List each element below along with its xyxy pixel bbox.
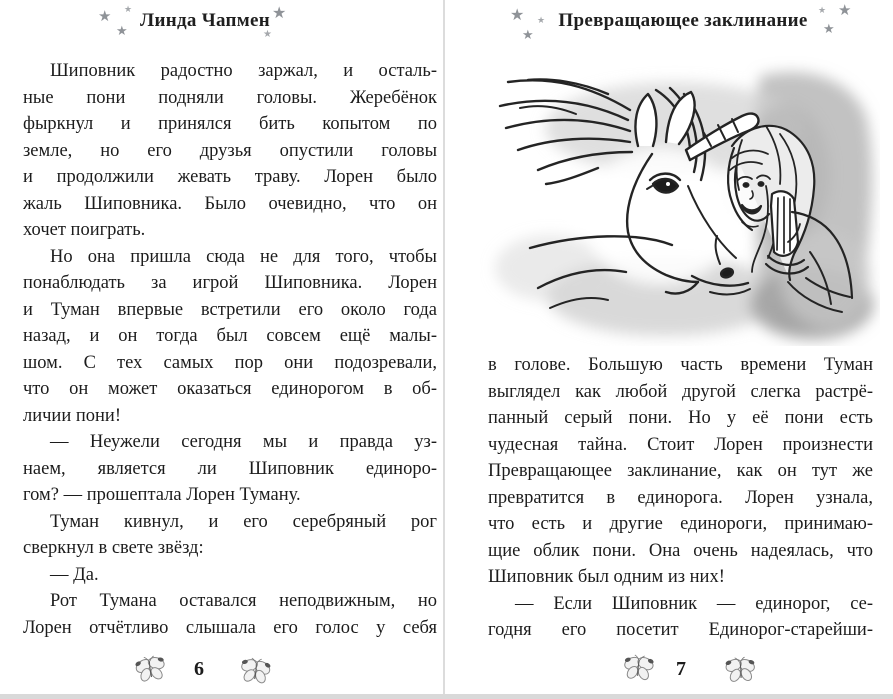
text-line: выглядел как любой другой слегка растрё- bbox=[488, 381, 873, 402]
star-icon: ★ bbox=[510, 7, 525, 24]
star-icon: ★ bbox=[818, 5, 827, 15]
text-line: жаль Шиповника. Было очевидно, что он bbox=[23, 193, 437, 214]
text-line: Лорен отчётливо слышала его голос у себя bbox=[23, 617, 437, 638]
text-line: Превращающее заклинание, как он тут же bbox=[488, 461, 873, 481]
text-line: в голове. Большую часть времени Туман bbox=[488, 355, 873, 375]
star-icon: ★ bbox=[272, 5, 287, 22]
left-page-number: 6 bbox=[194, 658, 204, 680]
text-line: наем, является ли Шиповник единоро- bbox=[23, 458, 437, 479]
text-line: назад, и он тогда был совсем ещё малы- bbox=[23, 326, 437, 346]
star-icon: ★ bbox=[522, 27, 534, 42]
text-line: хочет поиграть. bbox=[23, 220, 146, 240]
text-line: гом? — прошептала Лорен Туману. bbox=[23, 485, 301, 505]
right-running-head-title: Превращающее заклинание bbox=[558, 10, 808, 31]
text-line: понаблюдать за игрой Шиповника. Лорен bbox=[23, 273, 437, 293]
text-line: превратится в единорога. Лорен узнала, bbox=[488, 487, 873, 508]
star-icon: ★ bbox=[537, 15, 546, 25]
star-icon: ★ bbox=[116, 23, 128, 38]
page-gutter-line bbox=[443, 0, 445, 699]
text-line: что есть и другие единороги, принимаю- bbox=[488, 514, 873, 534]
text-line: Но она пришла сюда не для того, чтобы bbox=[50, 246, 437, 267]
star-icon: ★ bbox=[838, 3, 852, 19]
text-line: и продолжили жевать траву. Лорен было bbox=[23, 167, 437, 187]
text-line: шом. С тех самых пор они подозревали, bbox=[23, 352, 437, 373]
text-line: годня его посетит Единорог-старейши- bbox=[488, 620, 873, 640]
text-line: щие облик пони. Она очень надеялась, что bbox=[488, 540, 873, 561]
star-icon: ★ bbox=[98, 9, 112, 25]
right-page-number: 7 bbox=[676, 658, 686, 680]
text-line: — Неужели сегодня мы и правда уз- bbox=[50, 432, 437, 452]
text-line: — Если Шиповник — единорог, се- bbox=[515, 593, 873, 614]
unicorn-and-girl-illustration bbox=[480, 56, 880, 346]
text-line: Туман кивнул, и его серебряный рог bbox=[50, 511, 437, 532]
butterfly-icon bbox=[620, 651, 659, 685]
text-line: Шиповник радостно заржал, и осталь- bbox=[50, 61, 437, 81]
star-icon: ★ bbox=[823, 21, 835, 36]
text-line: — Да. bbox=[50, 564, 99, 585]
left-running-head-author: Линда Чапмен bbox=[140, 10, 270, 31]
text-line: сверкнул в свете звёзд: bbox=[23, 538, 204, 558]
text-line: и Туман впервые встретили его около года bbox=[23, 299, 437, 320]
butterfly-icon bbox=[236, 654, 275, 688]
right-page-text-column bbox=[488, 352, 873, 644]
text-line: чудесная тайна. Стоит Лорен произнести bbox=[488, 434, 873, 455]
text-line: Шиповник был одним из них! bbox=[488, 567, 725, 587]
text-line: Рот Тумана оставался неподвижным, но bbox=[50, 591, 437, 611]
star-icon: ★ bbox=[263, 29, 272, 40]
text-line: панный серый пони. Но у её пони есть bbox=[488, 408, 873, 428]
text-line: что он может оказаться единорогом в об- bbox=[23, 379, 437, 399]
star-icon: ★ bbox=[124, 4, 133, 14]
text-line: земле, но его друзья опустили головы bbox=[23, 140, 437, 161]
butterfly-icon bbox=[721, 654, 759, 686]
text-line: фыркнул и принялся бить копытом по bbox=[23, 114, 437, 134]
left-page-text-column bbox=[23, 58, 437, 641]
text-line: ные пони подняли головы. Жеребёнок bbox=[23, 87, 437, 108]
butterfly-icon bbox=[131, 652, 171, 687]
page-bottom-edge bbox=[0, 694, 893, 699]
text-line: личии пони! bbox=[23, 405, 121, 426]
